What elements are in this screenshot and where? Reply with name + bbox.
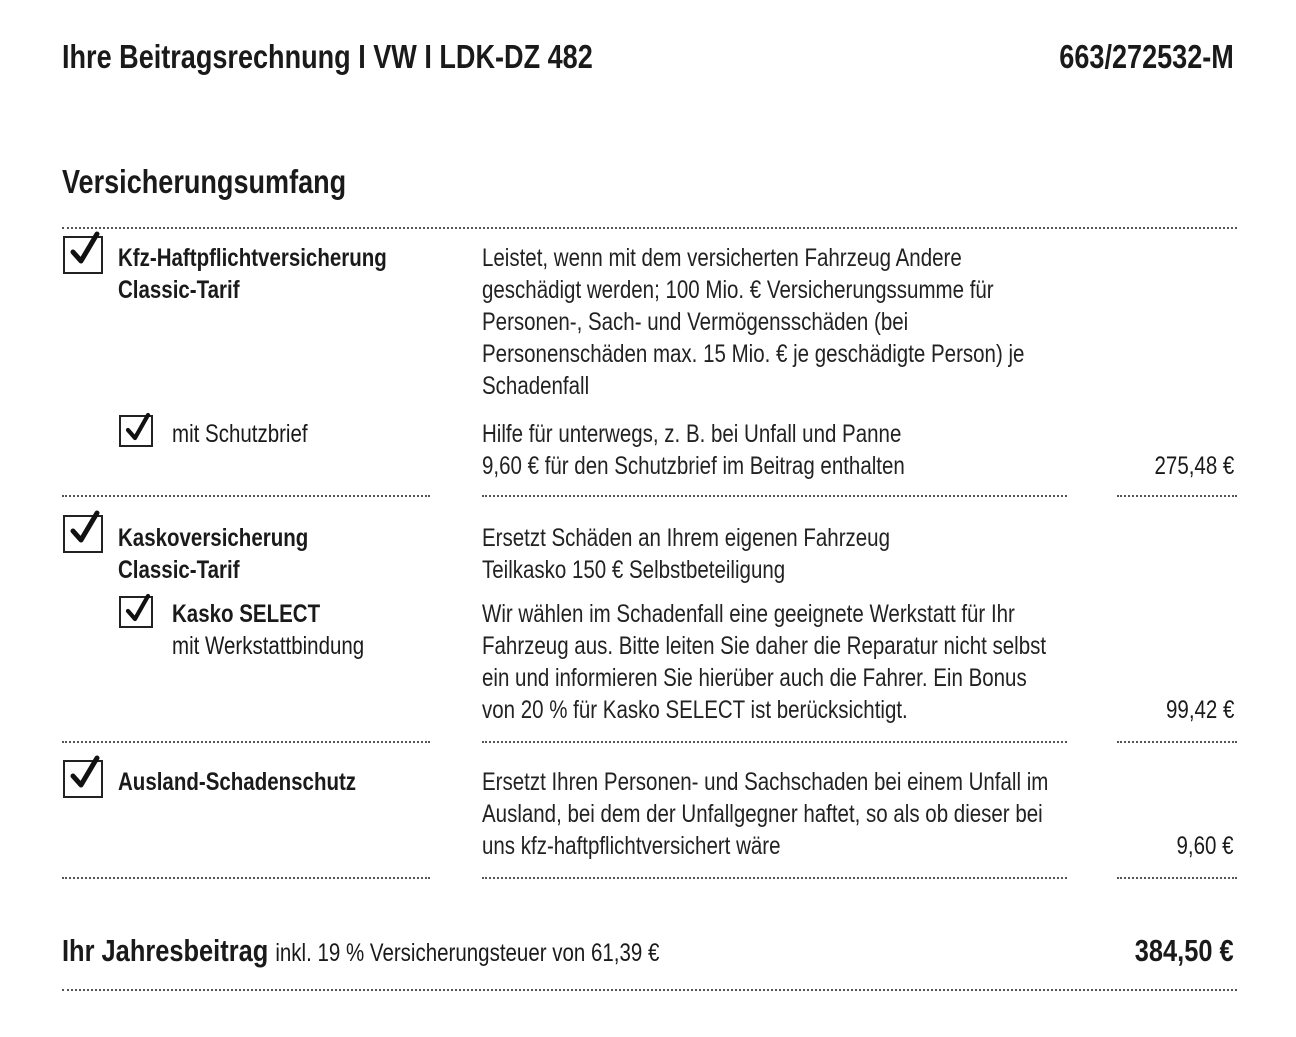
haftpflicht-checkbox[interactable] [63,236,103,274]
section-title: Versicherungsumfang [62,163,347,200]
checkmark-icon [65,509,105,549]
row-divider [62,877,430,879]
ausland-label: Ausland-Schadenschutz [118,768,357,796]
ausland-price: 9,60 € [1176,832,1234,860]
row-divider [62,741,430,743]
haftpflicht-subtitle: Classic-Tarif [118,276,240,304]
kasko-select-label [172,598,406,662]
kasko-title: Kaskoversicherung [118,524,309,552]
schutzbrief-label: mit Schutzbrief [172,420,308,448]
section-divider [62,227,1237,229]
kasko-description: Ersetzt Schäden an Ihrem eigenen Fahrzeug Teilkasko 150 € Selbstbeteiligung [482,524,890,584]
annual-premium-title: Ihr Jahresbeitrag [62,933,269,968]
row-divider [62,495,430,497]
haftpflicht-label [118,242,446,306]
ausland-description: Ersetzt Ihren Personen- und Sachschaden bei einem Unfall im Ausland, bei dem der Unfallgegner haftet, so als ob dieser bei uns kfz-haftpflichtversichert wäre [482,768,1049,860]
row-divider [482,741,1067,743]
annual-premium-label [62,933,791,969]
row-divider [1117,495,1237,497]
kasko-subtitle: Classic-Tarif [118,556,240,584]
kasko-select-description: Wir wählen im Schadenfall eine geeignete Werkstatt für Ihr Fahrzeug aus. Bitte leiten Sie daher die Reparatur nicht selbst ein und informieren Sie hierüber auch die Fahrer. Ein Bonus von 20 % für Kasko SELECT ist berücksichtigt. [482,600,1047,724]
checkmark-icon [121,411,155,445]
row-divider [1117,877,1237,879]
row-divider [1117,741,1237,743]
document-title: Ihre Beitragsrechnung I VW I LDK-DZ 482 [62,38,593,75]
ausland-checkbox[interactable] [63,760,103,798]
contract-reference: 663/272532-M [1059,38,1234,75]
annual-premium-value: 384,50 € [1135,933,1234,968]
schutzbrief-price: 275,48 € [1154,452,1234,480]
tax-note: inkl. 19 % Versicherungsteuer von 61,39 € [275,939,660,967]
kasko-price: 99,42 € [1165,696,1234,724]
schutzbrief-description: Hilfe für unterwegs, z. B. bei Unfall und Panne 9,60 € für den Schutzbrief im Beitrag enthalten [482,420,905,480]
kasko-checkbox[interactable] [63,515,103,553]
haftpflicht-title: Kfz-Haftpflichtversicherung [118,244,387,272]
kasko-label [118,522,350,586]
total-divider [62,989,1237,991]
haftpflicht-description: Leistet, wenn mit dem versicherten Fahrzeug Andere geschädigt werden; 100 Mio. € Versicherungssumme für Personen-, Sach- und Vermögensschäden (bei Personenschäden max. 15 Mio. € je geschädigte Person) je Schadenfall [482,244,1025,400]
kasko-select-subtitle: mit Werkstattbindung [172,632,365,660]
kasko-select-title: Kasko SELECT [172,600,321,628]
checkmark-icon [65,754,105,794]
row-divider [482,495,1067,497]
checkmark-icon [65,230,105,270]
schutzbrief-checkbox[interactable] [119,415,153,447]
row-divider [482,877,1067,879]
kasko-select-checkbox[interactable] [119,596,153,628]
checkmark-icon [121,592,155,626]
